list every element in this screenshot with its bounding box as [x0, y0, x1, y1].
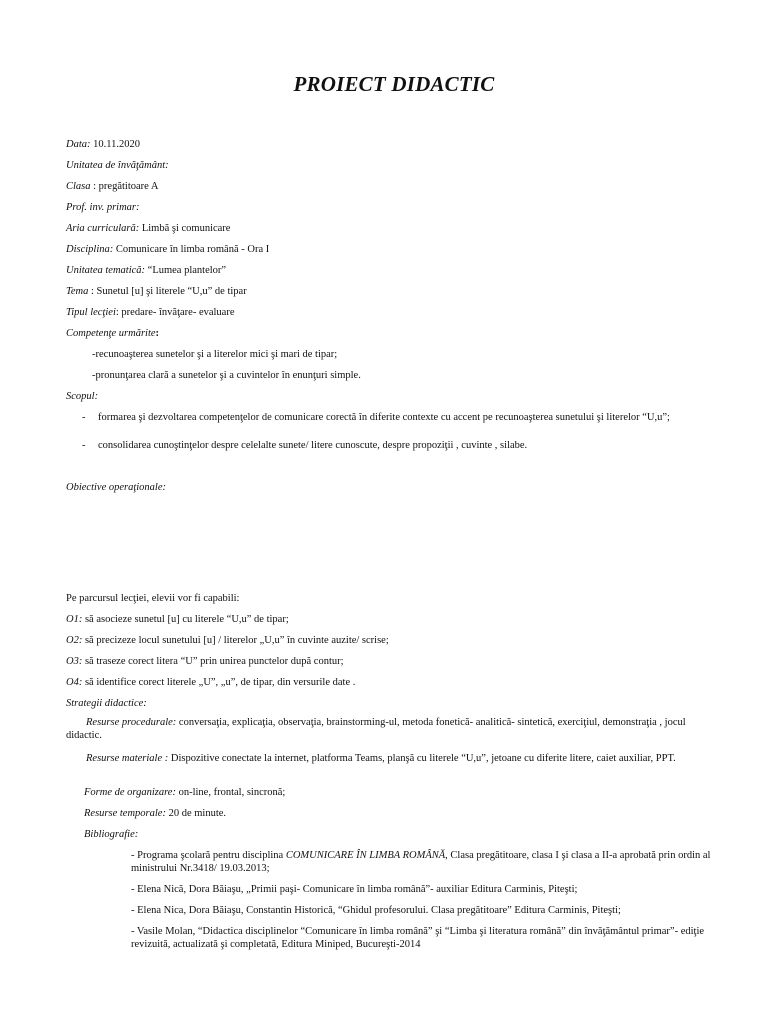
field-disciplina [66, 243, 269, 256]
objective-label: O2: [66, 635, 83, 646]
field-aria [66, 222, 230, 235]
parcurs-text: Pe parcursul lecţiei, elevii vor fi capabili: [66, 593, 240, 604]
page-title: PROIECT DIDACTIC [293, 72, 495, 96]
bibliografie-item [131, 904, 711, 917]
resurse-procedurale-text: conversaţia, explicaţia, observaţia, brainstorming-ul, metoda fonetică- analitică- sintetică, exerciţiul, demonstraţia , jocul didactic. [66, 717, 686, 742]
scopul-text: consolidarea cunoştinţelor despre celelalte sunete/ litere cunoscute, despre propoziţii , cuvinte , silabe. [98, 440, 528, 451]
field-value: 10.11.2020 [90, 139, 140, 150]
field-label: Unitatea de învăţământ: [66, 160, 169, 171]
scopul-label: Scopul: [66, 391, 99, 402]
field-label: Tema [66, 286, 89, 297]
objective-text: să asocieze sunetul [u] cu literele “U,u” de tipar; [82, 614, 289, 625]
bibliografie-item [131, 883, 711, 896]
field-tipul [66, 306, 235, 319]
scopul-text: formarea şi dezvoltarea competenţelor de comunicare corectă în diferite contexte cu accent pe recunoaşterea sunetului şi literelor “U,u”; [98, 412, 670, 423]
bibliografie-label: Bibliografie: [84, 829, 139, 840]
bib-text: - Programa şcolară pentru disciplina [131, 850, 286, 861]
field-data [66, 138, 140, 151]
field-unitatea [66, 159, 169, 172]
temporale-label: Resurse temporale: [84, 808, 166, 819]
forme-text: on-line, frontal, sincronă; [175, 787, 286, 798]
bib-text: - Vasile Molan, “Didactica disciplinelor “Comunicare în limba română” şi “Limba şi literatura română” din învăţământul primar”- ediţie revizuită, actualizată şi completată, Editura Miniped, Bucureşti-2014 [131, 926, 705, 951]
field-label: Unitatea tematică: [66, 265, 146, 276]
competenta-item: -pronunţarea clară a sunetelor şi a cuvintelor în enunţuri simple. [92, 370, 361, 381]
strategii-label: Strategii didactice: [66, 698, 147, 709]
field-value: “Lumea plantelor” [145, 265, 227, 276]
field-label: Data: [66, 139, 91, 150]
resurse-materiale-text: Dispozitive conectate la internet, platforma Teams, planşă cu literele “U,u”, jetoane cu diferite litere, caiet auxiliar, PPT. [168, 753, 676, 764]
objective-item [66, 634, 389, 647]
forme-organizare [84, 786, 285, 799]
bib-emphasis: COMUNICARE ÎN LIMBA ROMÂNĂ [285, 850, 446, 861]
bib-text: - Elena Nică, Dora Băiaşu, „Primii paşi- Comunicare în limba română”- auxiliar Editura Carminis, Piteşti; [131, 884, 578, 895]
field-value: : predare- învăţare- evaluare [115, 307, 235, 318]
field-value: : Sunetul [u] şi literele “U,u” de tipar [88, 286, 247, 297]
field-prof [66, 201, 140, 214]
field-label: Competenţe urmărite [66, 328, 156, 339]
field-label: Clasa [66, 181, 91, 192]
objective-label: O3: [66, 656, 83, 667]
resurse-temporale [84, 807, 226, 820]
field-value: : [155, 328, 160, 339]
field-clasa [66, 180, 158, 193]
bullet-mark: - [82, 412, 86, 423]
field-label: Tipul lecţiei [66, 307, 116, 318]
forme-label: Forme de organizare: [84, 787, 176, 798]
resurse-materiale-label: Resurse materiale : [86, 753, 169, 764]
bullet-mark: - [82, 440, 86, 451]
field-value: : pregătitoare A [90, 181, 159, 192]
objective-item [66, 655, 344, 668]
objective-label: O1: [66, 614, 83, 625]
resurse-procedurale-label: Resurse procedurale: [86, 717, 177, 728]
field-value: Comunicare în limba română - Ora I [113, 244, 270, 255]
bibliografie-item [131, 849, 711, 875]
bib-text: , Clasa pregătitoare, clasa I şi clasa a II-a aprobată prin ordin al ministrului Nr.3418/ 19.03.2013; [131, 850, 711, 875]
objective-text: să traseze corect litera “U” prin unirea punctelor după contur; [82, 656, 344, 667]
bib-text: - Elena Nica, Dora Băiaşu, Constantin Historică, “Ghidul profesorului. Clasa pregătitoare” Editura Carminis, Piteşti; [131, 905, 621, 916]
objective-text: să identifice corect literele „U”, „u”, de tipar, din versurile date . [82, 677, 356, 688]
field-label: Disciplina: [66, 244, 114, 255]
bibliografie-item [131, 925, 711, 951]
obiective-label: Obiective operaţionale: [66, 482, 167, 493]
objective-item [66, 676, 355, 689]
resurse-materiale [66, 752, 716, 765]
objective-label: O4: [66, 677, 83, 688]
objective-item [66, 613, 289, 626]
field-label: Prof. inv. primar: [66, 202, 140, 213]
field-label: Aria curriculară: [66, 223, 140, 234]
field-value: Limbă şi comunicare [139, 223, 231, 234]
resurse-procedurale [66, 716, 700, 742]
field-competente [66, 327, 159, 340]
field-tema [66, 285, 247, 298]
field-unitatea-tematica [66, 264, 226, 277]
competenta-item: -recunoaşterea sunetelor şi a literelor mici şi mari de tipar; [92, 349, 338, 360]
objective-text: să precizeze locul sunetului [u] / literelor „U,u” în cuvinte auzite/ scrise; [82, 635, 389, 646]
temporale-text: 20 de minute. [165, 808, 227, 819]
